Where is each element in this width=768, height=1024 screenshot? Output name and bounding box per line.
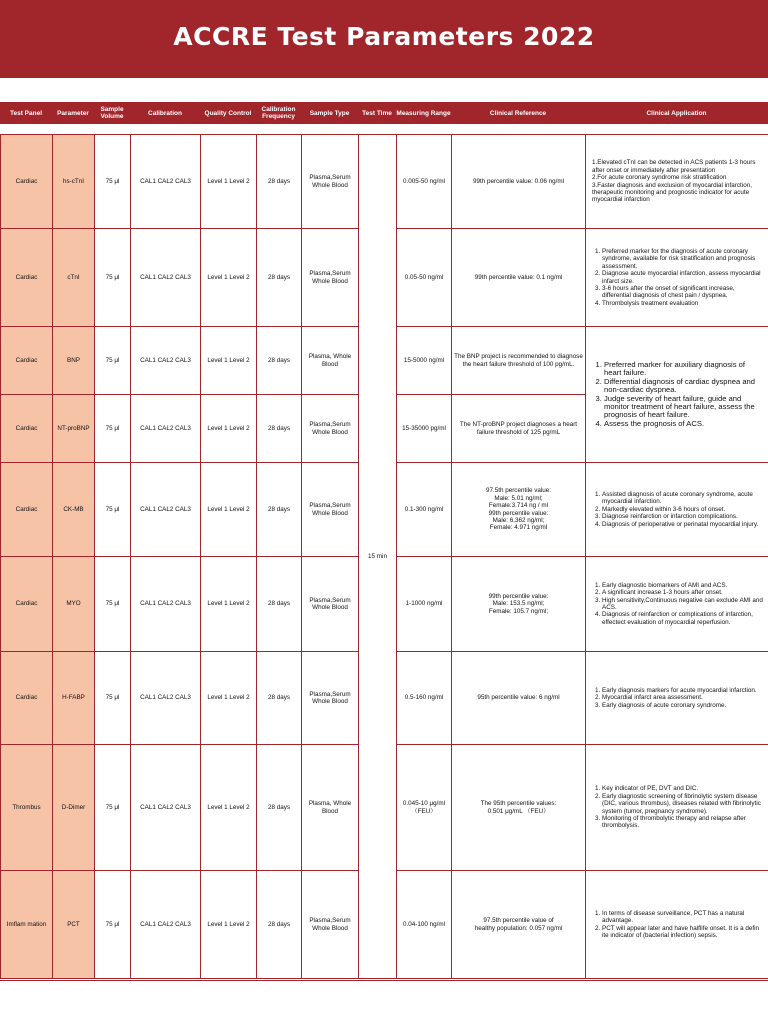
- application-item: 2. Diagnose acute myocardial infarction, assess myocardial infarct size.: [602, 270, 764, 285]
- cell-sample-type: Plasma,Serum Whole Blood: [302, 557, 359, 652]
- cell-sample-volume: 75 μl: [95, 229, 131, 327]
- reference-line: 99th percentile value:: [488, 509, 549, 517]
- cell-clinical-application: [586, 745, 768, 871]
- cell-measuring-range: 15-5000 ng/ml: [397, 327, 452, 395]
- application-list: [592, 248, 764, 307]
- application-item: 2. Myocardial infarct area assessment.: [602, 694, 764, 701]
- cell-clinical-application: [586, 229, 768, 327]
- cell-test-panel: Thrombus: [1, 745, 53, 871]
- reference-line: 99th percentile value: 0.06 ng/ml: [472, 177, 564, 185]
- reference-line: Male: 5.01 ng/ml;: [494, 494, 543, 502]
- cell-quality-control: Level 1 Level 2: [201, 463, 257, 557]
- cell-test-panel: Cardiac: [1, 229, 53, 327]
- cell-clinical-reference: [452, 463, 586, 557]
- cell-clinical-reference: [452, 557, 586, 652]
- reference-line: Female:3.714 ng / ml: [488, 502, 549, 510]
- cell-parameter: NT-proBNP: [53, 395, 95, 463]
- reference-line: Female: 4.971 ng/ml: [489, 524, 548, 532]
- cell-measuring-range: 0.1-300 ng/ml: [397, 463, 452, 557]
- header-calibration-frequency: Calibration Frequency: [261, 106, 296, 120]
- cell-quality-control: Level 1 Level 2: [201, 327, 257, 395]
- cell-test-panel: Cardiac: [1, 327, 53, 395]
- application-list: [592, 910, 764, 940]
- cell-calibration-frequency: 28 days: [257, 871, 302, 979]
- cell-parameter: D-Dimer: [53, 745, 95, 871]
- application-item: 1. Preferred marker for auxiliary diagnosis of heart failure.: [604, 361, 764, 378]
- cell-quality-control: Level 1 Level 2: [201, 871, 257, 979]
- application-item: 4. Assess the prognosis of ACS.: [604, 420, 764, 428]
- header-quality-control: Quality Control: [204, 109, 252, 117]
- cell-measuring-range: 0.005-50 ng/ml: [397, 135, 452, 229]
- cell-parameter: cTnI: [53, 229, 95, 327]
- cell-measuring-range: 15-35000 pg/ml: [397, 395, 452, 463]
- cell-test-panel: Cardiac: [1, 652, 53, 745]
- cell-calibration-frequency: 28 days: [257, 395, 302, 463]
- application-item: 1. Key indicator of PE, DVT and DIC.: [602, 785, 764, 792]
- cell-sample-type: Plasma, Whole Blood: [302, 327, 359, 395]
- cell-sample-volume: 75 μl: [95, 463, 131, 557]
- reference-line: 0.501 μg/mL （FEU）: [487, 807, 550, 815]
- cell-clinical-reference: [452, 871, 586, 979]
- cell-sample-volume: 75 μl: [95, 745, 131, 871]
- cell-quality-control: Level 1 Level 2: [201, 135, 257, 229]
- cell-clinical-reference: [452, 135, 586, 229]
- cell-calibration: CAL1 CAL2 CAL3: [131, 557, 201, 652]
- cell-clinical-reference: [452, 327, 586, 395]
- cell-calibration: CAL1 CAL2 CAL3: [131, 652, 201, 745]
- title-banner: [0, 0, 768, 78]
- cell-parameter: H-FABP: [53, 652, 95, 745]
- header-sample-type: Sample Type: [309, 109, 350, 117]
- cell-calibration-frequency: 28 days: [257, 745, 302, 871]
- application-item: 3. High sensitivity,Continuous negative can exclude AMI and ACS.: [602, 597, 764, 612]
- cell-calibration: CAL1 CAL2 CAL3: [131, 395, 201, 463]
- cell-sample-volume: 75 μl: [95, 395, 131, 463]
- application-item: 2. Markedly elevated within 3-6 hours of onset.: [602, 506, 764, 513]
- header-measuring-range: Measuring Range: [396, 109, 451, 117]
- application-item: 4. Thrombolysis treatment evaluation: [602, 300, 764, 307]
- reference-line: Female: 105.7 ng/ml;: [488, 607, 549, 615]
- reference-line: The 95th percentile values:: [480, 800, 557, 808]
- cell-clinical-application: [586, 135, 768, 229]
- cell-measuring-range: 1-1000 ng/ml: [397, 557, 452, 652]
- header-test-panel: Test Panel: [9, 109, 43, 117]
- cell-clinical-reference: [452, 229, 586, 327]
- cell-measuring-range: 0.5-160 ng/ml: [397, 652, 452, 745]
- application-item: 3.Faster diagnosis and exclusion of myocardial infarction, therapeutic monitoring and prognostic indicator for acute myocardial infarction: [592, 181, 752, 204]
- application-item: 2. Early diagnostic screening of fibrinolytic system disease (DIC, various thrombus), diseases related with fibrinolytic system (tumor, pregnancy syndrome).: [602, 793, 764, 815]
- application-item: 3. Judge severity of heart failure, guide and monitor treatment of heart failure, assess the prognosis of heart failure.: [604, 395, 764, 420]
- cell-clinical-application: [586, 463, 768, 557]
- cell-calibration: CAL1 CAL2 CAL3: [131, 463, 201, 557]
- header-calibration: Calibration: [148, 109, 182, 117]
- application-item: 3. Diagnose reinfarction or infarction complications.: [602, 513, 764, 520]
- cell-calibration-frequency: 28 days: [257, 135, 302, 229]
- cell-calibration-frequency: 28 days: [257, 229, 302, 327]
- cell-sample-type: Plasma,Serum Whole Blood: [302, 871, 359, 979]
- cell-clinical-application: [586, 652, 768, 745]
- application-item: 4. Diagnosis of reinfarction or complications of infarction, effectect evaluation of myocardial reperfusion.: [602, 611, 764, 626]
- cell-clinical-reference: [452, 652, 586, 745]
- cell-sample-type: Plasma,Serum Whole Blood: [302, 395, 359, 463]
- cell-test-panel: Cardiac: [1, 135, 53, 229]
- header-parameter: Parameter: [57, 109, 89, 117]
- cell-sample-volume: 75 μl: [95, 557, 131, 652]
- cell-measuring-range: 0.045-10 μg/ml （FEU）: [397, 745, 452, 871]
- cell-calibration: CAL1 CAL2 CAL3: [131, 745, 201, 871]
- cell-measuring-range: 0.05-50 ng/ml: [397, 229, 452, 327]
- application-item: 2. PCT will appear later and have halflife onset. It is a defin ite indicator of (bacterial infection) sepsis.: [602, 925, 764, 940]
- page-title: ACCRE Test Parameters 2022: [173, 22, 595, 51]
- cell-clinical-reference: [452, 745, 586, 871]
- application-item: 3. Monitoring of thrombolytic therapy and relapse after thrombolysis.: [602, 815, 764, 830]
- cell-test-panel: Imflam mation: [1, 871, 53, 979]
- cell-clinical-application: [586, 557, 768, 652]
- reference-line: 97.5th percentile value:: [485, 487, 552, 495]
- application-item: 1.Elevated cTnI can be detected in ACS patients 1-3 hours after onset or immediately after presentation: [592, 159, 756, 174]
- cell-calibration: CAL1 CAL2 CAL3: [131, 135, 201, 229]
- cell-clinical-application: [586, 327, 768, 463]
- reference-line: The NT-proBNP project diagnoses a heart failure threshold of 125 pg/mL: [459, 421, 578, 436]
- cell-parameter: CK-MB: [53, 463, 95, 557]
- reference-line: Male: 153.5 ng/ml;: [492, 600, 545, 608]
- reference-line: The BNP project is recommended to diagnose the heart failure threshold of 100 pg/mL.: [454, 353, 583, 368]
- header-clinical-application: Clinical Application: [646, 109, 707, 117]
- cell-sample-volume: 75 μl: [95, 871, 131, 979]
- cell-calibration: CAL1 CAL2 CAL3: [131, 327, 201, 395]
- cell-sample-volume: 75 μl: [95, 135, 131, 229]
- cell-test-panel: Cardiac: [1, 463, 53, 557]
- cell-sample-type: Plasma,Serum Whole Blood: [302, 229, 359, 327]
- cell-quality-control: Level 1 Level 2: [201, 652, 257, 745]
- reference-line: 95th percentile value: 6 ng/ml: [477, 694, 560, 702]
- application-item: 4. Diagnosis of perioperative or perinatal myocardial injury.: [602, 521, 764, 528]
- bottom-rule: [0, 980, 768, 981]
- reference-line: healthy population: 0.057 ng/ml: [474, 924, 563, 932]
- cell-sample-type: Plasma,Serum Whole Blood: [302, 135, 359, 229]
- application-list: [592, 582, 764, 626]
- cell-measuring-range: 0.04-100 ng/ml: [397, 871, 452, 979]
- reference-line: 99th percentile value:: [488, 592, 549, 600]
- cell-sample-type: Plasma,Serum Whole Blood: [302, 463, 359, 557]
- application-item: 1. Preferred marker for the diagnosis of acute coronary syndrome, available for risk stratification and prognosis assessment.: [602, 248, 764, 270]
- cell-calibration: CAL1 CAL2 CAL3: [131, 871, 201, 979]
- application-list: [592, 491, 764, 528]
- cell-test-panel: Cardiac: [1, 395, 53, 463]
- application-item: 2.For acute coronary syndrome risk stratification: [592, 174, 727, 182]
- cell-clinical-application: [586, 871, 768, 979]
- application-list: [592, 785, 764, 829]
- cell-quality-control: Level 1 Level 2: [201, 229, 257, 327]
- header-test-time: Test Time: [362, 109, 392, 117]
- cell-quality-control: Level 1 Level 2: [201, 745, 257, 871]
- application-item: 2. Differential diagnosis of cardiac dyspnea and non-cardiac dyspnea.: [604, 378, 764, 395]
- cell-quality-control: Level 1 Level 2: [201, 395, 257, 463]
- cell-parameter: PCT: [53, 871, 95, 979]
- application-list: [592, 361, 764, 428]
- application-item: 1. Early diagnosis markers for acute myocardial infarction.: [602, 687, 764, 694]
- table-row: [1, 135, 768, 229]
- cell-test-time: 15 min: [359, 135, 397, 979]
- cell-sample-volume: 75 μl: [95, 652, 131, 745]
- cell-sample-type: Plasma,Serum Whole Blood: [302, 652, 359, 745]
- cell-calibration-frequency: 28 days: [257, 557, 302, 652]
- reference-line: 97.5th percentile value of: [483, 917, 554, 925]
- cell-parameter: BNP: [53, 327, 95, 395]
- cell-parameter: hs-cTnI: [53, 135, 95, 229]
- application-list: [592, 687, 764, 709]
- cell-calibration: CAL1 CAL2 CAL3: [131, 229, 201, 327]
- application-item: 3. 3-6 hours after the onset of significant increase, differential diagnosis of chest pain / dyspnea.: [602, 285, 764, 300]
- table-header: [0, 102, 768, 124]
- cell-parameter: MYO: [53, 557, 95, 652]
- application-item: 2. A significant increase 1-3 hours after onset.: [602, 589, 764, 596]
- header-sample-volume: Sample Volume: [100, 106, 124, 120]
- cell-test-panel: Cardiac: [1, 557, 53, 652]
- application-item: 1. Assisted diagnosis of acute coronary syndrome, acute myocardial infarction.: [602, 491, 764, 506]
- header-clinical-reference: Clinical Reference: [489, 109, 547, 117]
- cell-calibration-frequency: 28 days: [257, 652, 302, 745]
- cell-calibration-frequency: 28 days: [257, 327, 302, 395]
- cell-sample-volume: 75 μl: [95, 327, 131, 395]
- parameters-table: [0, 134, 768, 979]
- reference-line: 99th percentile value: 0.1 ng/ml: [474, 273, 563, 281]
- cell-calibration-frequency: 28 days: [257, 463, 302, 557]
- application-item: 3. Early diagnosis of acute coronary syndrome.: [602, 702, 764, 709]
- cell-quality-control: Level 1 Level 2: [201, 557, 257, 652]
- application-item: 1. In terms of disease surveillance, PCT has a natural advantage.: [602, 910, 764, 925]
- reference-line: Male: 6.362 ng/ml;: [492, 516, 545, 524]
- application-item: 1. Early diagnostic biomarkers of AMI and ACS.: [602, 582, 764, 589]
- cell-clinical-reference: [452, 395, 586, 463]
- cell-sample-type: Plasma, Whole Blood: [302, 745, 359, 871]
